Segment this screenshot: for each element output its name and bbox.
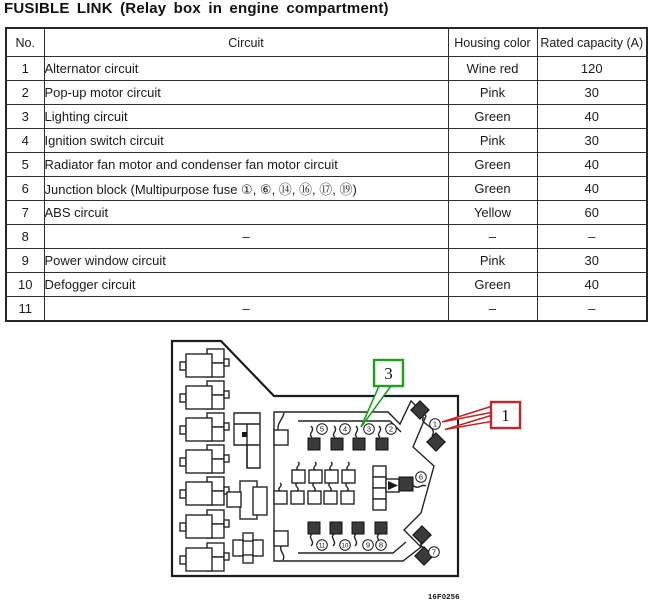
table-cell: Alternator circuit	[44, 57, 448, 81]
table-row	[6, 129, 647, 153]
callout-1-label: 1	[501, 406, 510, 425]
table-cell: 60	[537, 201, 647, 225]
table-cell: Junction block (Multipurpose fuse ①, ⑥, ⑭, ⑯, ⑰, ⑲)	[44, 177, 448, 201]
fuse-link-square	[352, 522, 364, 534]
fuse-number-badge	[429, 547, 440, 558]
table-cell: Yellow	[448, 201, 537, 225]
table-row	[6, 201, 647, 225]
fuse-number-badge	[317, 424, 328, 435]
page-title: FUSIBLE LINK (Relay box in engine compartment)	[4, 0, 389, 17]
grid-square	[291, 491, 304, 504]
fuse-link-square	[353, 438, 365, 450]
grid-square	[308, 491, 321, 504]
fuse-link-square	[376, 438, 388, 450]
table-cell: 8	[6, 225, 44, 249]
table-cell: Ignition switch circuit	[44, 129, 448, 153]
table-row	[6, 297, 647, 322]
table-cell: –	[537, 225, 647, 249]
table-cell: –	[44, 297, 448, 322]
table-row	[6, 177, 647, 201]
svg-text:11: 11	[318, 543, 326, 550]
fuse-link-square	[308, 438, 320, 450]
svg-text:6: 6	[418, 472, 424, 482]
relay-box-diagram	[0, 330, 650, 602]
grid-square	[341, 491, 354, 504]
col-header-housing: Housing color	[448, 28, 537, 57]
table-row	[6, 153, 647, 177]
table-cell: Pink	[448, 81, 537, 105]
col-header-no: No.	[6, 28, 44, 57]
table-header-row	[6, 28, 647, 57]
col-header-circuit: Circuit	[44, 28, 448, 57]
table-cell: –	[448, 297, 537, 322]
table-cell: Pop-up motor circuit	[44, 81, 448, 105]
grid-square	[274, 491, 287, 504]
fuse-number-badge	[364, 424, 375, 435]
table-cell: 7	[6, 201, 44, 225]
table-row	[6, 105, 647, 129]
table-cell: 10	[6, 273, 44, 297]
table-cell: –	[537, 297, 647, 322]
table-cell: 120	[537, 57, 647, 81]
table-cell: 4	[6, 129, 44, 153]
table-cell: 30	[537, 129, 647, 153]
svg-text:10: 10	[341, 543, 349, 550]
table-cell: Pink	[448, 129, 537, 153]
table-cell: 5	[6, 153, 44, 177]
svg-text:1: 1	[432, 419, 438, 429]
fuse-link-square	[399, 477, 413, 491]
table-cell: –	[448, 225, 537, 249]
col-header-capacity: Rated capacity (A)	[537, 28, 647, 57]
fuse-number-badge	[363, 540, 374, 551]
fusible-link-table-body	[6, 57, 647, 322]
table-cell: Radiator fan motor and condenser fan motor circuit	[44, 153, 448, 177]
fuse-number-badge	[317, 540, 328, 551]
table-cell: 30	[537, 81, 647, 105]
table-cell: 2	[6, 81, 44, 105]
figure-code: 16F0256	[428, 592, 460, 601]
fuse-link-square	[330, 522, 342, 534]
svg-text:5: 5	[319, 424, 325, 434]
table-row	[6, 57, 647, 81]
svg-text:7: 7	[431, 547, 437, 557]
table-row	[6, 249, 647, 273]
table-cell: –	[44, 225, 448, 249]
table-cell: 40	[537, 153, 647, 177]
fuse-number-badge	[376, 540, 387, 551]
fuse-link-square	[375, 522, 387, 534]
grid-square	[373, 488, 386, 499]
grid-square	[373, 499, 386, 510]
fuse-number-badge	[430, 419, 441, 430]
fuse-number-badge	[416, 472, 427, 483]
fuse-link-square	[331, 438, 343, 450]
fuse-number-badge	[386, 424, 397, 435]
grid-square	[373, 466, 386, 477]
table-cell: Green	[448, 153, 537, 177]
table-cell: 6	[6, 177, 44, 201]
grid-square	[342, 470, 355, 483]
table-row	[6, 81, 647, 105]
table-cell: 30	[537, 249, 647, 273]
table-cell: 40	[537, 177, 647, 201]
svg-text:4: 4	[342, 424, 348, 434]
table-cell: 11	[6, 297, 44, 322]
table-cell: 40	[537, 105, 647, 129]
svg-text:2: 2	[388, 424, 394, 434]
table-cell: Pink	[448, 249, 537, 273]
table-cell: Lighting circuit	[44, 105, 448, 129]
svg-text:3: 3	[366, 424, 372, 434]
table-cell: Power window circuit	[44, 249, 448, 273]
table-cell: Green	[448, 177, 537, 201]
table-cell: 1	[6, 57, 44, 81]
fuse-number-badge	[340, 424, 351, 435]
table-cell: Defogger circuit	[44, 273, 448, 297]
grid-square	[292, 470, 305, 483]
table-row	[6, 225, 647, 249]
table-cell: Green	[448, 273, 537, 297]
grid-square	[309, 470, 322, 483]
table-cell: ABS circuit	[44, 201, 448, 225]
table-cell: Green	[448, 105, 537, 129]
fuse-number-badge	[340, 540, 351, 551]
fuse-link-square	[308, 522, 320, 534]
table-cell: 40	[537, 273, 647, 297]
fusible-link-table	[5, 27, 648, 322]
svg-text:9: 9	[365, 540, 371, 550]
table-cell: 3	[6, 105, 44, 129]
callout-3-label: 3	[384, 364, 393, 383]
grid-square	[373, 477, 386, 488]
grid-square	[324, 491, 337, 504]
table-row	[6, 273, 647, 297]
table-cell: Wine red	[448, 57, 537, 81]
table-cell: 9	[6, 249, 44, 273]
grid-square	[325, 470, 338, 483]
svg-text:8: 8	[378, 540, 384, 550]
